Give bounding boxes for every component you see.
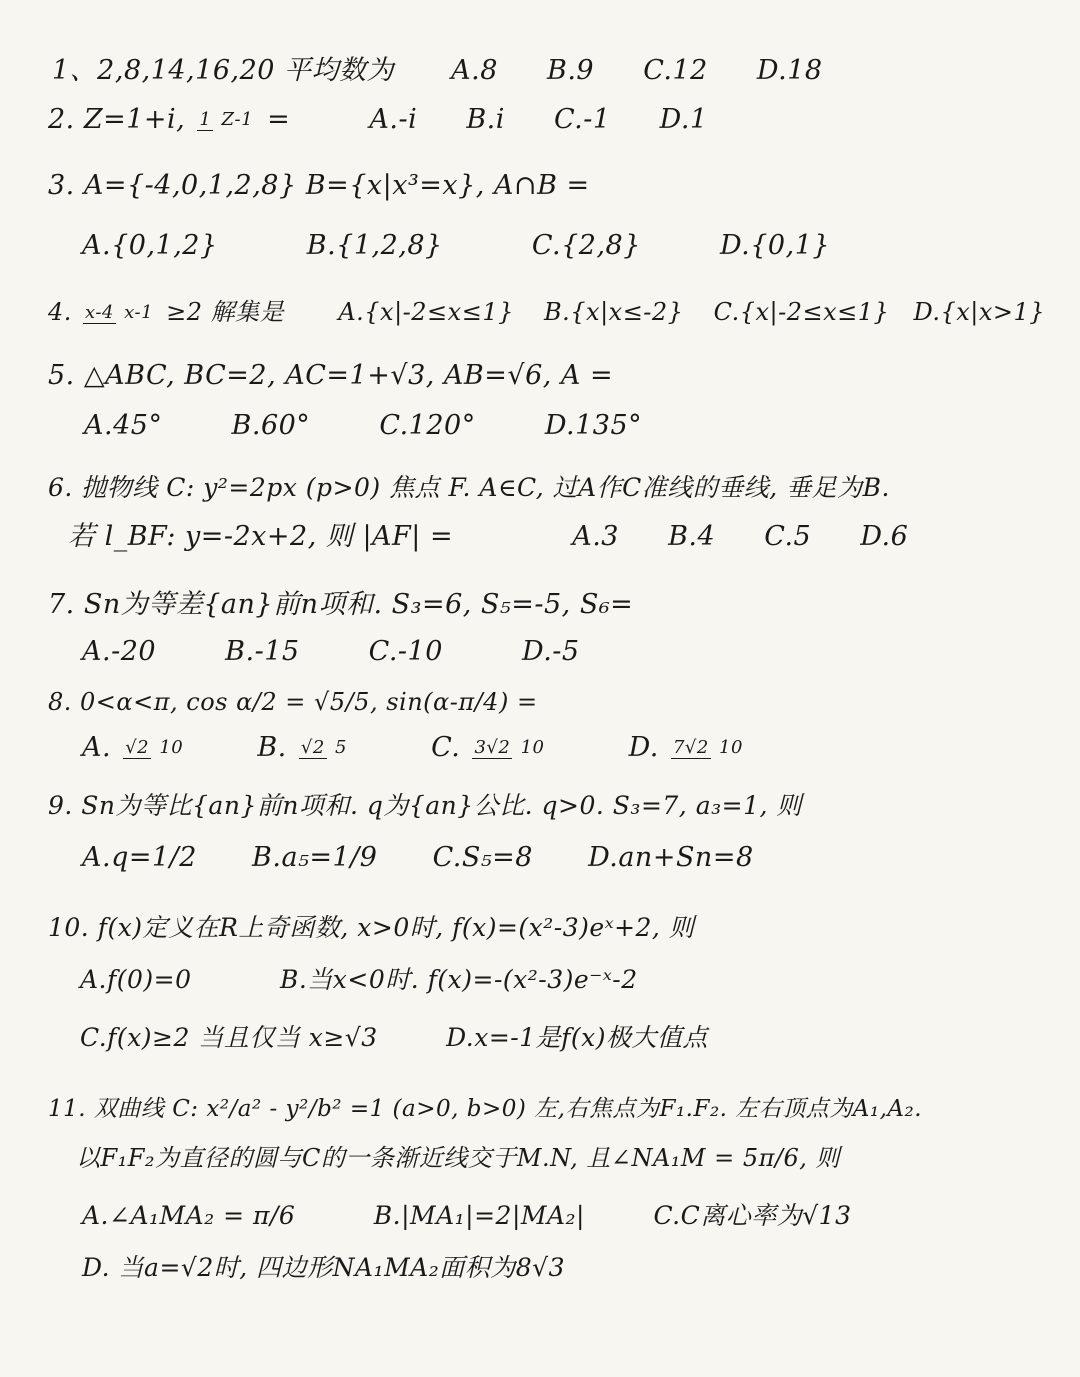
question-5-options (84, 410, 642, 441)
option-d: D.135° (544, 410, 643, 441)
question-11-line-2 (76, 1138, 840, 1173)
option-b: B.9 (546, 55, 595, 86)
question-5 (48, 360, 613, 391)
option-d: D. 当a=√2时, 四边形NA₁MA₂面积为8√3 (82, 1253, 565, 1282)
fraction (472, 738, 546, 759)
question-stem: 3. A={-4,0,1,2,8} B={x|x³=x}, A∩B = (48, 170, 590, 201)
question-stem: 8. 0<α<π, cos α/2 = √5/5, sin(α-π/4) = (48, 688, 538, 716)
option-c: C.-1 (553, 104, 611, 135)
option-a: A.8 (451, 55, 498, 86)
option-b: B.{x|x≤-2} (544, 298, 684, 326)
option-b (257, 732, 352, 763)
question-11-options-abc (82, 1196, 852, 1232)
fraction-denominator: 10 (719, 737, 743, 759)
fraction-denominator: x-1 (124, 302, 154, 324)
option-label: A. (82, 732, 112, 763)
question-stem-prefix: 2. Z=1+i, (48, 104, 186, 135)
option-c: C.12 (643, 55, 708, 86)
option-d: D.6 (860, 521, 909, 552)
question-10-options-ab (80, 960, 638, 996)
option-a (82, 732, 188, 763)
option-label: D. (628, 732, 659, 763)
option-d: D.{x|x>1} (913, 298, 1046, 326)
option-a: A.q=1/2 (82, 842, 197, 873)
question-stem-suffix: ≥2 解集是 (166, 298, 285, 326)
question-stem: 9. Sn为等比{an}前n项和. q为{an}公比. q>0. S₃=7, a₃=1, 则 (48, 791, 802, 820)
question-stem: 5. △ABC, BC=2, AC=1+√3, AB=√6, A = (48, 360, 614, 391)
question-1 (52, 48, 863, 87)
option-a: A.∠A₁MA₂ = π/6 (82, 1201, 296, 1230)
option-a: A.{x|-2≤x≤1} (338, 298, 514, 326)
question-stem-suffix: = (267, 104, 291, 135)
fraction-denominator: 5 (335, 737, 347, 759)
question-2 (48, 104, 748, 135)
option-d: D.an+Sn=8 (588, 842, 754, 873)
option-c: C.5 (764, 521, 812, 552)
option-a: A.45° (84, 410, 163, 441)
question-8 (48, 688, 538, 716)
fraction-numerator: √2 (125, 737, 150, 759)
question-stem: 6. 抛物线 C: y²=2px (p>0) 焦点 F. A∈C, 过A作C准线的垂线, 垂足为B. (48, 473, 890, 502)
option-d: D.{0,1} (719, 230, 831, 261)
option-label: C. (431, 732, 461, 763)
question-11 (48, 1090, 922, 1123)
question-9 (48, 786, 802, 822)
question-stem: 11. 双曲线 C: x²/a² - y²/b² =1 (a>0, b>0) 左,右焦点为F₁.F₂. 左右顶点为A₁,A₂. (48, 1096, 923, 1122)
option-b: B.-15 (225, 636, 300, 667)
option-c: C.f(x)≥2 当且仅当 x≥√3 (80, 1023, 378, 1052)
option-d: D.1 (659, 104, 708, 135)
question-3-options (82, 230, 870, 261)
option-d (629, 732, 748, 763)
option-b: B.{1,2,8} (306, 230, 443, 261)
question-4 (48, 292, 1045, 327)
fraction-denominator: 10 (159, 737, 184, 759)
option-a: A.-20 (82, 636, 157, 667)
question-9-options (82, 842, 754, 873)
fraction (123, 738, 185, 759)
option-c: C.S₅=8 (432, 842, 533, 873)
option-a: A.{0,1,2} (82, 230, 218, 261)
option-d: D.18 (756, 55, 823, 86)
fraction-denominator: 10 (520, 737, 545, 759)
option-c: C.120° (379, 410, 476, 441)
question-stem-prefix: 4. (48, 298, 72, 326)
option-d: D.x=-1是f(x)极大值点 (446, 1023, 708, 1052)
question-stem: 若 l_BF: y=-2x+2, 则 |AF| = (68, 521, 454, 552)
fraction-numerator: 7√2 (672, 737, 709, 759)
question-6 (48, 468, 890, 504)
option-a: A.-i (369, 104, 418, 135)
question-3 (48, 170, 590, 201)
option-b: B.当x<0时. f(x)=-(x²-3)e⁻ˣ-2 (279, 965, 638, 994)
option-b: B.4 (668, 521, 716, 552)
option-b: B.|MA₁|=2|MA₂| (373, 1201, 585, 1230)
fraction-numerator: 1 (199, 109, 212, 131)
question-stem: 1、2,8,14,16,20 平均数为 (52, 55, 395, 86)
fraction-numerator: x-4 (85, 302, 114, 324)
option-c: C.{x|-2≤x≤1} (713, 298, 890, 326)
option-label: B. (257, 732, 287, 763)
fraction-numerator: 3√2 (474, 737, 511, 759)
question-10 (48, 908, 694, 944)
question-8-options (82, 732, 748, 763)
question-11-option-d (82, 1248, 565, 1284)
question-stem: 以F₁F₂为直径的圆与C的一条渐近线交于M.N, 且∠NA₁M = 5π/6, 则 (76, 1144, 840, 1172)
fraction (299, 738, 349, 759)
question-10-options-cd (80, 1018, 708, 1054)
question-7-options (82, 636, 580, 667)
fraction (671, 738, 745, 759)
option-c (431, 732, 549, 763)
option-b: B.60° (231, 410, 311, 441)
question-6-line-2 (68, 514, 948, 553)
option-c: C.-10 (368, 636, 443, 667)
fraction (83, 303, 155, 324)
option-c: C.C离心率为√13 (653, 1201, 852, 1230)
question-stem: 10. f(x)定义在R上奇函数, x>0时, f(x)=(x²-3)eˣ+2, 则 (48, 913, 695, 942)
option-b: B.a₅=1/9 (252, 842, 378, 873)
fraction-denominator: Z-1 (221, 109, 254, 131)
option-a: A.f(0)=0 (80, 965, 192, 994)
fraction (197, 110, 255, 131)
option-d: D.-5 (522, 636, 580, 667)
question-stem: 7. Sn为等差{an}前n项和. S₃=6, S₅=-5, S₆= (48, 589, 634, 620)
question-7 (48, 582, 633, 621)
option-b: B.i (466, 104, 505, 135)
option-a: A.3 (572, 521, 619, 552)
fraction-numerator: √2 (300, 737, 325, 759)
option-c: C.{2,8} (531, 230, 641, 261)
